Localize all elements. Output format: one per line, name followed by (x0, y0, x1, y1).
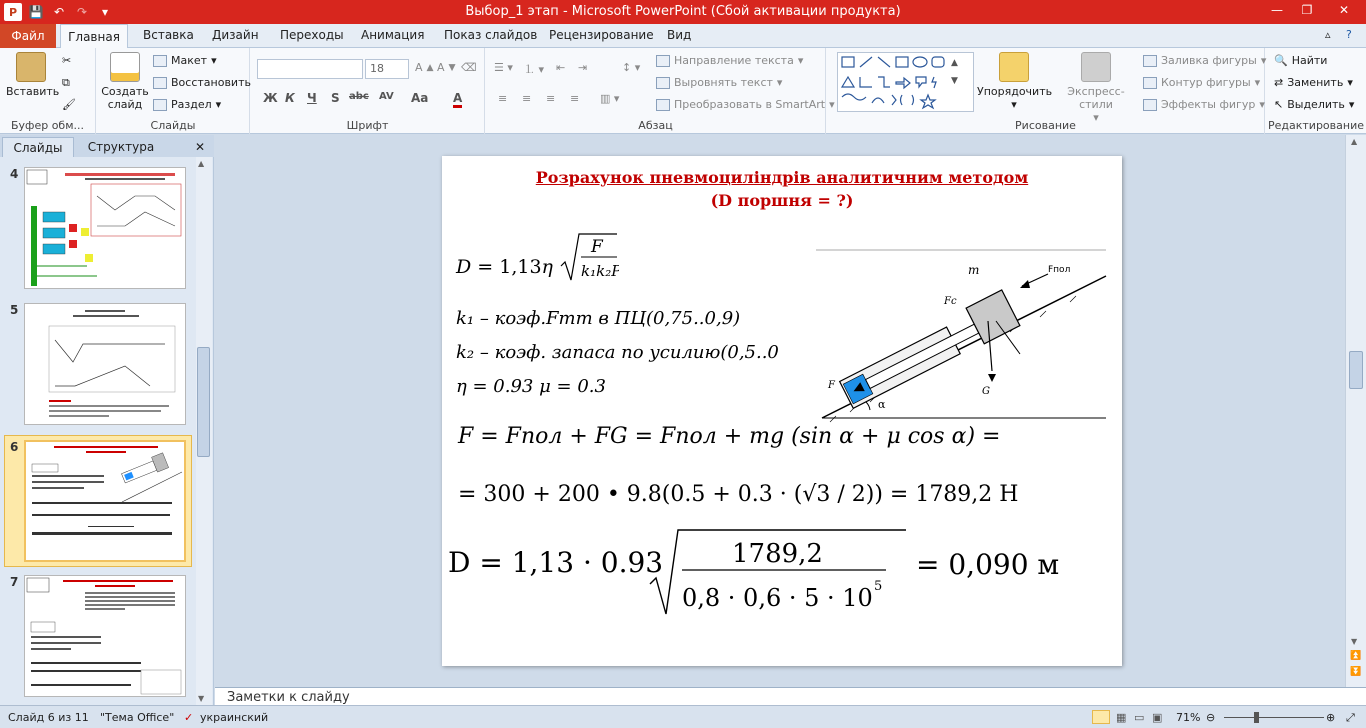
shape-fill-label: Заливка фигуры (1161, 54, 1257, 67)
shadow-button[interactable]: S (331, 91, 340, 105)
normal-view-icon[interactable] (1092, 710, 1110, 724)
find-label: Найти (1291, 54, 1328, 67)
quick-styles-label: Экспресс-стили (1067, 85, 1125, 111)
help-icon[interactable]: ? (1346, 28, 1352, 41)
slides-pane-scrollbar[interactable] (196, 157, 212, 705)
new-slide-label-1: Создать (101, 85, 149, 98)
scroll-thumb[interactable] (197, 347, 210, 457)
scroll-down-icon[interactable]: ▼ (1351, 637, 1358, 646)
increase-indent-icon[interactable]: ⇥ (578, 61, 588, 74)
reset-button[interactable] (153, 76, 251, 89)
bullets-icon[interactable]: ☰ ▾ (494, 61, 513, 74)
slide-number: 7 (10, 575, 19, 589)
effects-icon (1143, 99, 1157, 111)
underline-button[interactable]: Ч (307, 91, 317, 105)
clipboard-group (0, 48, 96, 134)
arrange-dropdown-icon: ▾ (1011, 98, 1017, 111)
slide-counter: Слайд 6 из 11 (8, 711, 89, 724)
cylinder-figure (816, 246, 1108, 424)
select-icon: ↖ (1274, 98, 1284, 111)
close-pane-icon[interactable]: ✕ (194, 140, 206, 154)
tab-slides[interactable]: Слайды (2, 137, 74, 157)
formula-d: D = 1,13η F k₁k₂P (456, 252, 619, 284)
tab-file[interactable]: Файл (0, 24, 56, 48)
layout-button[interactable]: Макет ▾ (153, 54, 217, 67)
editing-group (1266, 48, 1366, 134)
result-exponent: 5 (874, 579, 883, 594)
result-denominator: 0,8 · 0,6 · 5 · 10 (682, 584, 873, 612)
font-group (251, 48, 485, 134)
slide-6-preview (26, 442, 186, 562)
slides-group-label: Слайды (150, 119, 196, 132)
notes-pane[interactable] (215, 687, 1366, 705)
binoculars-icon: 🔍 (1274, 54, 1288, 67)
line-spacing-icon[interactable]: ↕ ▾ (622, 61, 641, 74)
gallery-up-icon[interactable]: ▲ (951, 58, 958, 68)
scroll-up-icon[interactable]: ▲ (1351, 137, 1358, 146)
tab-home[interactable]: Главная (60, 24, 128, 49)
slide-title: Розрахунок пневмоциліндрів аналитичним методом (535, 168, 1029, 187)
quick-styles-dropdown-icon: ▾ (1093, 111, 1099, 124)
quick-styles-button[interactable] (1055, 52, 1137, 124)
reset-label: Восстановить (171, 76, 251, 89)
customize-qat-icon[interactable]: ▾ (101, 5, 109, 19)
section-icon (153, 99, 167, 111)
font-color-button[interactable]: A (453, 91, 462, 108)
force-eq-1-text: F = Fпол + FG = Fпол + mg (sin α + μ cos α) = (458, 424, 1001, 449)
layout-label: Макет (171, 54, 208, 67)
smartart-label: Преобразовать в SmartArt (674, 98, 826, 111)
cut-icon[interactable]: ✂ (62, 54, 72, 67)
text-direction-label: Направление текста (674, 54, 794, 67)
pane-tabs (0, 135, 214, 157)
char-spacing-button[interactable]: AV (379, 91, 394, 102)
k2-description: k₂ – коэф. запаса по усилию(0,5..0 (456, 342, 779, 363)
tab-insert[interactable]: Вставка (143, 28, 194, 42)
slide-thumbnail-4[interactable] (24, 167, 186, 289)
language-indicator[interactable]: украинский (200, 711, 269, 724)
align-text-icon (656, 77, 670, 89)
force-eq-2-text: = 300 + 200 • 9.8(0.5 + 0.3 · (√3 / 2)) = 1789,2 H (458, 482, 1019, 507)
replace-label: Заменить (1287, 76, 1344, 89)
title-bar (0, 0, 1366, 24)
slide-thumbnail-7[interactable] (24, 575, 186, 697)
slide-subtitle: (D поршня = ?) (710, 191, 854, 210)
replace-icon: ⇄ (1274, 76, 1284, 89)
scroll-up-icon[interactable]: ▲ (198, 159, 205, 168)
reading-view-icon[interactable]: ▭ (1134, 711, 1145, 724)
slide-vertical-scrollbar[interactable] (1345, 135, 1366, 687)
slide-number: 4 (10, 167, 19, 181)
align-center-icon[interactable]: ≡ (522, 92, 532, 105)
justify-icon[interactable]: ≡ (570, 92, 580, 105)
align-left-icon[interactable]: ≡ (498, 92, 508, 105)
mass-label: m (968, 263, 980, 277)
columns-icon[interactable]: ▥ ▾ (600, 92, 620, 105)
alpha-label: α (878, 398, 886, 411)
smartart-icon (656, 99, 670, 111)
section-label: Раздел (171, 98, 212, 111)
slide-number: 5 (10, 303, 19, 317)
grow-font-icon[interactable]: A ▲ (415, 61, 434, 74)
slides-group (97, 48, 250, 134)
ribbon (0, 48, 1366, 134)
window-title: Выбор_1 этап - Microsoft PowerPoint (Сбой активации продукта) (465, 4, 901, 19)
fit-to-window-icon[interactable]: ⤢ (1346, 711, 1355, 724)
shape-outline-button[interactable]: Контур фигуры ▾ (1143, 76, 1260, 89)
select-button[interactable]: ↖ Выделить ▾ (1274, 98, 1355, 111)
slide-thumb-row-7 (0, 575, 200, 699)
k1-description: k₁ – коэф.Fтт в ПЦ(0,75..0,9) (456, 308, 741, 329)
text-direction-icon (656, 55, 670, 67)
paste-icon (16, 52, 46, 82)
bold-button[interactable]: Ж (263, 91, 278, 105)
slide-thumbnail-6[interactable] (24, 440, 186, 562)
slideshow-view-icon[interactable]: ▣ (1152, 711, 1163, 724)
decrease-indent-icon[interactable]: ⇤ (556, 61, 566, 74)
close-icon[interactable]: ✕ (1338, 3, 1350, 17)
undo-icon[interactable]: ↶ (53, 5, 65, 19)
slide-sorter-icon[interactable]: ▦ (1116, 711, 1127, 724)
clipboard-group-label: Буфер обм... (10, 119, 84, 132)
find-button[interactable] (1274, 54, 1327, 67)
scroll-down-icon[interactable]: ▼ (198, 694, 205, 703)
slide-number: 6 (10, 440, 19, 454)
svg-text:F: F (590, 237, 603, 257)
smartart-button[interactable]: Преобразовать в SmartArt ▾ (656, 98, 835, 111)
next-slide-icon[interactable]: ⏬ (1350, 667, 1362, 677)
new-slide-label-2: слайд (107, 98, 143, 111)
theme-name[interactable]: "Тема Office" (100, 711, 175, 724)
change-case-button[interactable]: Aa (411, 91, 429, 105)
zoom-in-icon[interactable]: ⊕ (1326, 711, 1336, 724)
result-sqrt-fraction (648, 528, 908, 618)
arrange-label: Упорядочить (977, 85, 1053, 98)
shape-effects-button[interactable]: Эффекты фигур ▾ (1143, 98, 1265, 111)
force-equation-line1 (458, 424, 1000, 449)
slides-pane (0, 135, 214, 705)
shape-outline-label: Контур фигуры (1161, 76, 1251, 89)
result-prefix: D = 1,13 · 0.93 (448, 546, 664, 579)
slide-4-preview (25, 168, 185, 288)
drawing-group-label: Рисование (1015, 119, 1076, 132)
paste-label: Вставить (6, 85, 60, 98)
paste-button[interactable] (6, 52, 60, 98)
result-value: = 0,090 м (916, 548, 1060, 581)
numbering-icon[interactable]: ⒈ ▾ (524, 63, 545, 76)
spellcheck-icon[interactable]: ✓ (184, 711, 194, 724)
tab-design[interactable]: Дизайн (212, 28, 259, 42)
shape-effects-label: Эффекты фигур (1161, 98, 1256, 111)
fc-label: Fc (944, 296, 957, 307)
shape-fill-button[interactable]: Заливка фигуры ▾ (1143, 54, 1266, 67)
scroll-thumb[interactable] (1349, 351, 1363, 389)
fpol-label: Fпол (1048, 265, 1071, 275)
zoom-slider[interactable] (1224, 717, 1324, 718)
section-button[interactable]: Раздел ▾ (153, 98, 221, 111)
replace-button[interactable]: ⇄ Заменить ▾ (1274, 76, 1353, 89)
new-slide-icon (110, 52, 140, 82)
arrange-icon (999, 52, 1029, 82)
editing-group-label: Редактирование (1268, 119, 1364, 132)
slide-5-preview (25, 304, 185, 424)
result-numerator: 1789,2 (732, 539, 823, 569)
notes-placeholder[interactable]: Заметки к слайду (227, 690, 350, 705)
copy-icon[interactable]: ⧉ (62, 76, 70, 89)
tab-transitions[interactable]: Переходы (280, 28, 344, 42)
gallery-down-icon[interactable]: ▼ (951, 76, 958, 86)
align-text-button[interactable]: Выровнять текст ▾ (656, 76, 782, 89)
text-direction-button[interactable]: Направление текста ▾ (656, 54, 803, 67)
f-label: F (828, 380, 835, 391)
select-label: Выделить (1287, 98, 1345, 111)
shrink-font-icon[interactable]: A ▼ (437, 61, 456, 74)
slide-edit-area (215, 135, 1345, 687)
align-text-label: Выровнять текст (674, 76, 773, 89)
font-group-label: Шрифт (346, 119, 389, 132)
font-name-combo[interactable] (257, 59, 363, 79)
strikethrough-button[interactable]: abc (349, 91, 369, 102)
tab-outline[interactable]: Структура (87, 140, 155, 154)
italic-button[interactable]: К (285, 91, 295, 105)
reset-icon (153, 77, 167, 89)
align-right-icon[interactable]: ≡ (546, 92, 556, 105)
drawing-group (827, 48, 1265, 134)
svg-text:k₁k₂P: k₁k₂P (580, 262, 619, 280)
zoom-slider-thumb[interactable] (1254, 712, 1259, 723)
eta-mu-values: η = 0.93 μ = 0.3 (456, 376, 606, 397)
force-equation-line2 (458, 482, 1018, 507)
new-slide-button[interactable] (101, 52, 149, 111)
previous-slide-icon[interactable]: ⏫ (1350, 651, 1362, 661)
arrange-button[interactable] (977, 52, 1051, 111)
sqrt-fraction-icon (559, 232, 619, 284)
slide-7-preview (25, 576, 185, 696)
maximize-icon[interactable]: ❐ (1301, 3, 1313, 17)
slide-thumb-row-4 (0, 167, 200, 291)
fill-icon (1143, 55, 1157, 67)
outline-icon (1143, 77, 1157, 89)
tab-animation[interactable]: Анимация (361, 28, 425, 42)
current-slide[interactable] (442, 156, 1122, 666)
zoom-out-icon[interactable]: ⊖ (1206, 711, 1216, 724)
paragraph-group (486, 48, 835, 134)
powerpoint-logo-icon[interactable]: P (4, 3, 22, 21)
slide-thumb-row-6 (0, 440, 200, 564)
tab-view[interactable]: Вид (667, 28, 692, 42)
paragraph-group-label: Абзац (638, 119, 673, 132)
minimize-icon[interactable]: — (1271, 3, 1283, 17)
layout-icon (153, 55, 167, 67)
clear-format-icon[interactable]: ⌫ (461, 61, 477, 74)
zoom-level[interactable]: 71% (1176, 711, 1201, 724)
ribbon-tabs (0, 24, 1366, 48)
slide-thumbnail-5[interactable] (24, 303, 186, 425)
quick-styles-icon (1081, 52, 1111, 82)
format-painter-icon[interactable]: 🖌 (62, 98, 76, 111)
minimize-ribbon-icon[interactable]: ▵ (1325, 28, 1331, 41)
tab-review[interactable]: Рецензирование (549, 28, 654, 42)
slide-thumb-row-5 (0, 303, 200, 427)
save-icon[interactable]: 💾 (28, 5, 44, 19)
g-label: G (982, 386, 990, 397)
redo-icon[interactable]: ↷ (76, 5, 88, 19)
font-size-combo[interactable]: 18 (365, 59, 409, 79)
tab-slideshow[interactable]: Показ слайдов (444, 28, 538, 42)
status-bar (0, 705, 1366, 728)
